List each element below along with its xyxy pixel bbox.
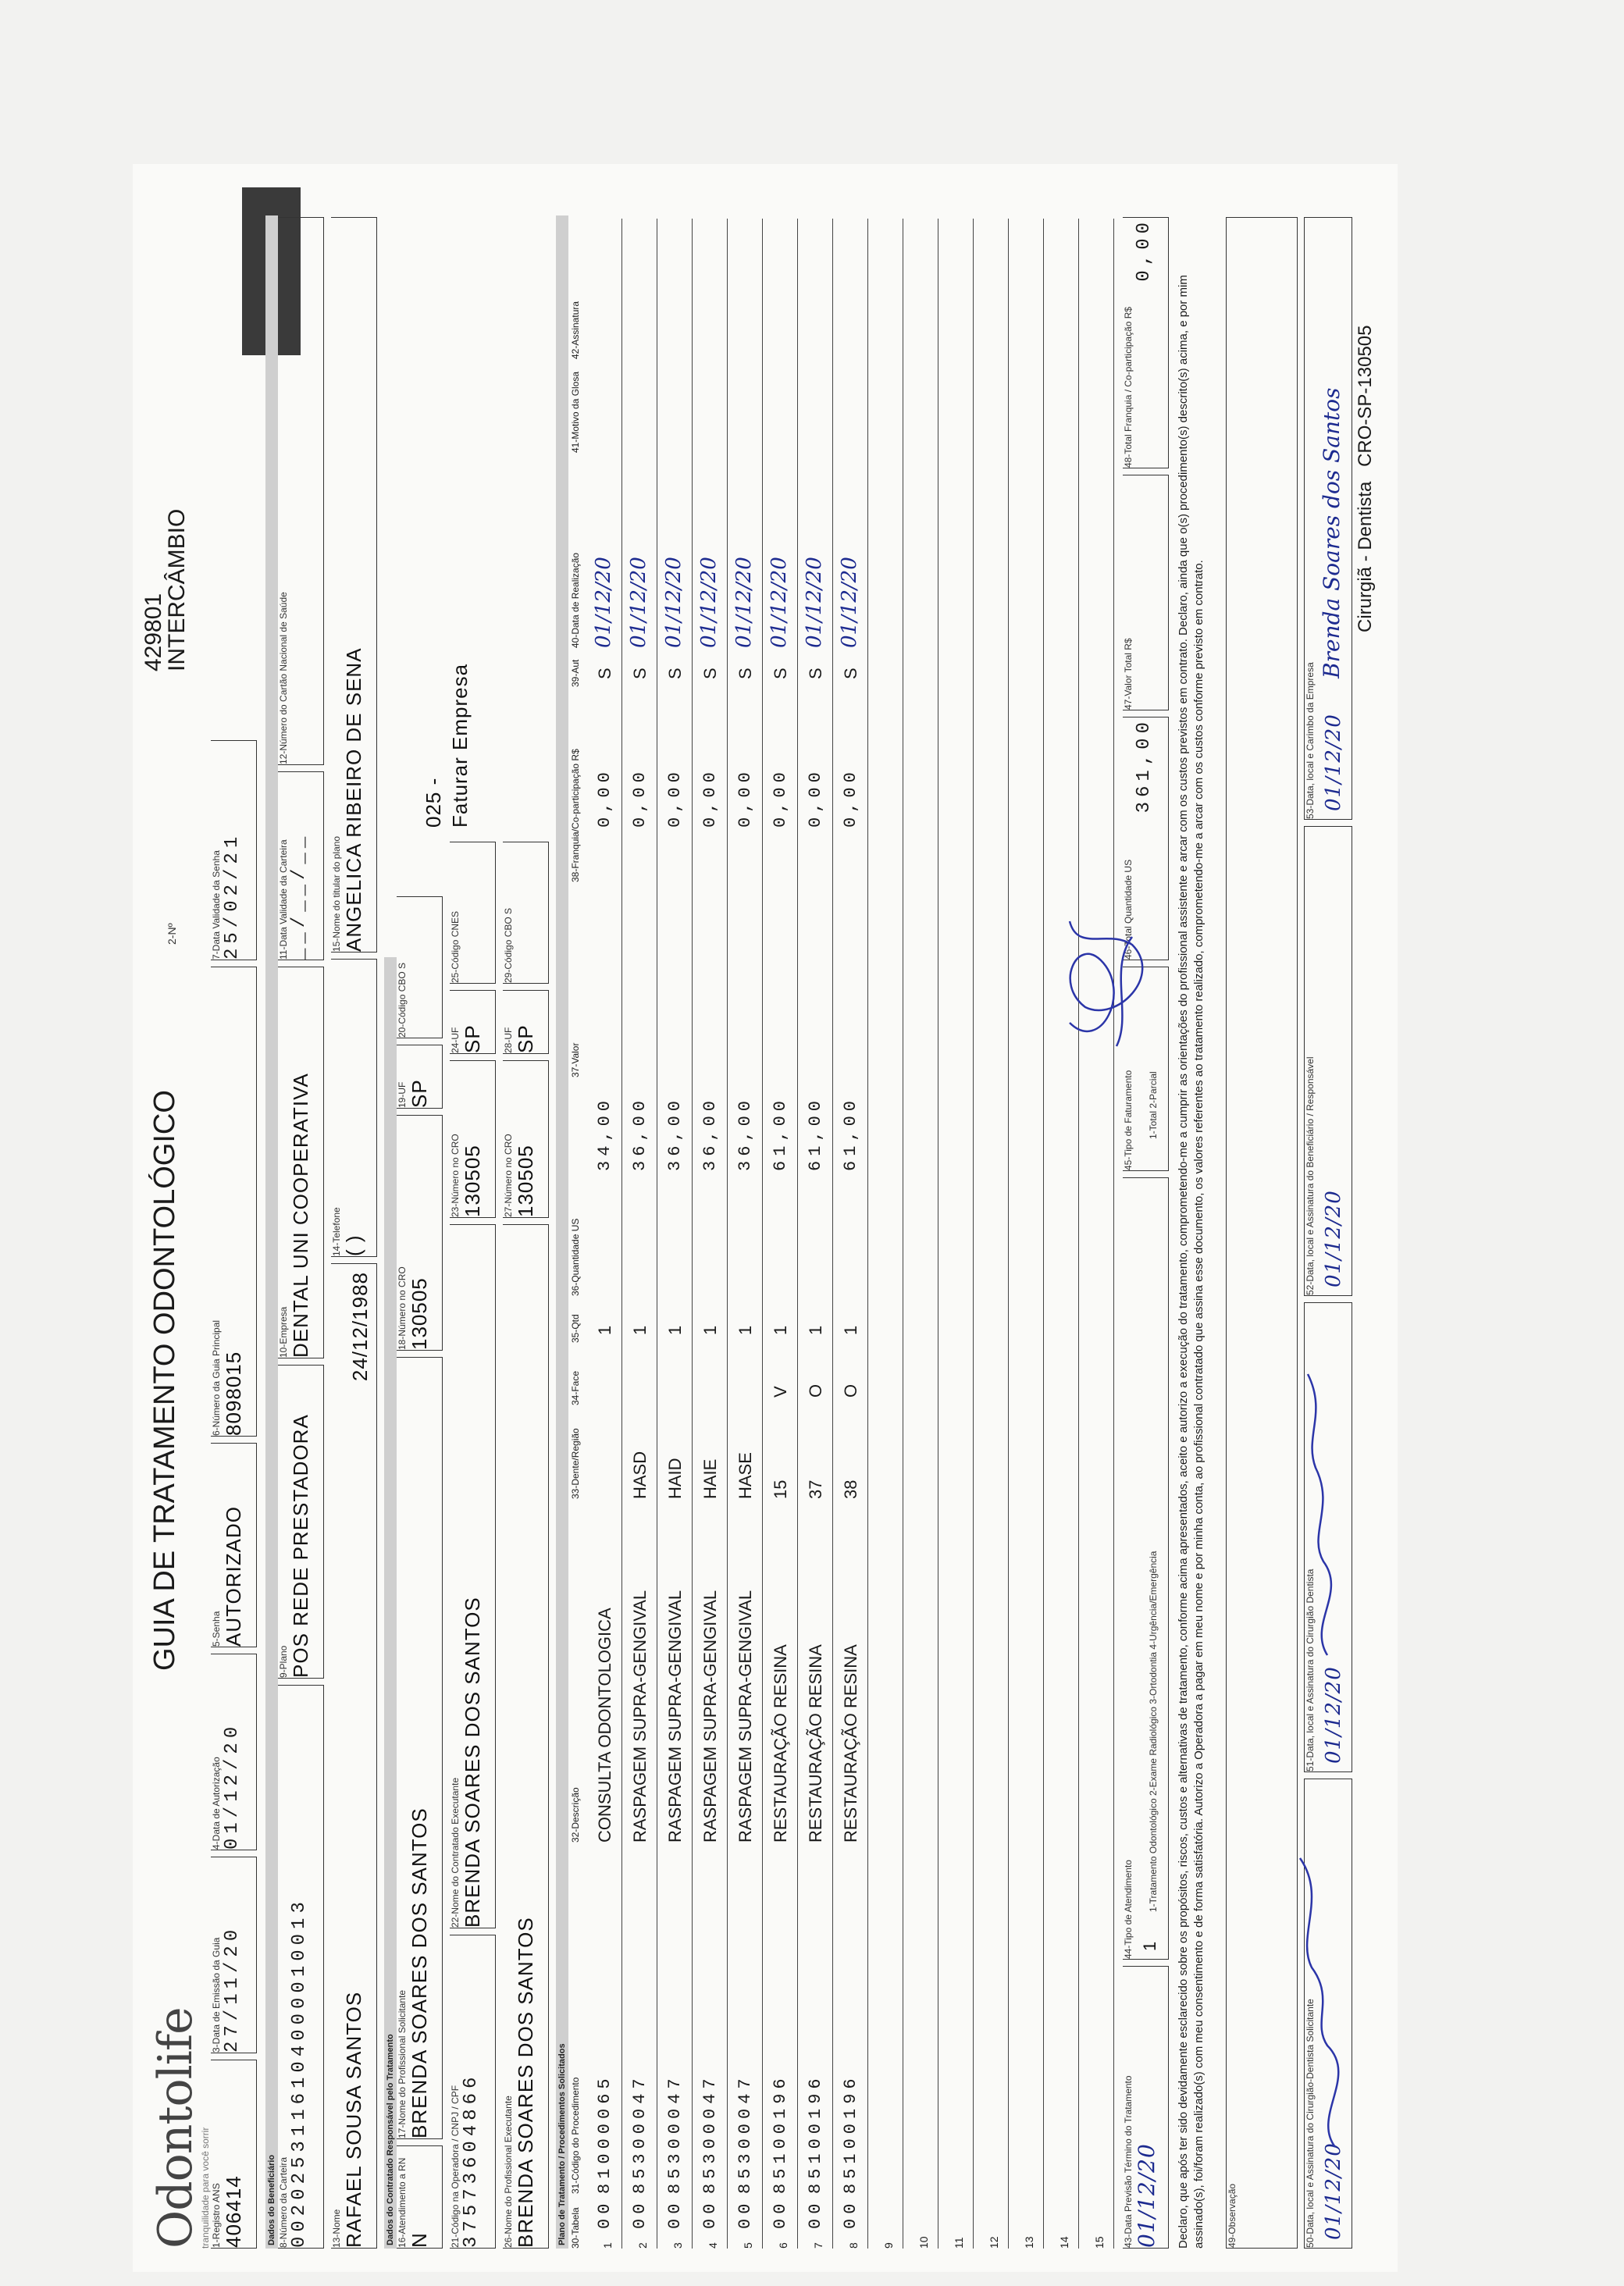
cell-franquia: 0,00 (700, 767, 720, 828)
cell-codigo: 85300047 (735, 2074, 755, 2194)
form-title: GUIA DE TRATAMENTO ODONTOLÓGICO (148, 1090, 181, 1671)
declaration-text: Declaro, que após ter sido devidamente esclarecido sobre os propósitos, riscos, custos e alternativas de tratamento, conforme acima apresentados, aceito e autorizo a execução do tratamento, comprometendo-me a cumprir as orientações do profissional assistente e arcar com os custos previstos em contrato. Declaro, ainda que o(s) procedimento(s) descrito(s) acima, e por mim assinado(s), foi/foram realizado(s) com meu consentimento e de forma satisfatória. Autorizo a Operadora a pagar em meu nome e por minha conta, ao profissional contratado que assina esse documento, os valores referentes ao tratamento realizado, comprometendo-me a arcar com os custos conforme previsto em contrato. (1177, 275, 1206, 2249)
copy-label: 2-Nº (166, 923, 178, 945)
cell-descricao: CONSULTA ODONTOLOGICA (595, 1608, 614, 1843)
field-valor-total: 47-Valor Total R$ (1123, 475, 1169, 710)
field-titular: 15-Nome do titular do plano ANGELICA RIBEIRO DE SENA (331, 217, 377, 952)
field-cod-operadora: 21-Código na Operadora / CNPJ / CPF 37573604866 (450, 1935, 496, 2249)
field-cns: 12-Número do Cartão Nacional de Saúde (278, 217, 324, 765)
cell-n: 11 (953, 2237, 965, 2249)
cell-franquia: 0,00 (735, 767, 755, 828)
field-validade-senha: 7-Data Validade da Senha 25/02/21 (211, 740, 257, 960)
field-nome: 13-Nome RAFAEL SOUSA SANTOS 24/12/1988 (331, 1263, 377, 2249)
field-observacao: 49-Observação (1226, 217, 1298, 2249)
cell-aut: S (700, 668, 720, 679)
field-validade-carteira: 11-Data Validade da Carteira __/__/__ (278, 771, 324, 960)
field-data-autorizacao: 4-Data de Autorização 01/12/20 (211, 1654, 257, 1850)
cell-n: 7 (812, 2242, 824, 2249)
cell-qtd: 1 (806, 1325, 825, 1335)
cell-aut: S (665, 668, 685, 679)
dental-treatment-form (133, 172, 1382, 2264)
cell-franquia: 0,00 (665, 767, 685, 828)
cell-descricao: RESTAURAÇÃO RESINA (806, 1644, 825, 1843)
cell-descricao: RESTAURAÇÃO RESINA (841, 1644, 860, 1843)
cell-n: 4 (707, 2242, 719, 2249)
stamp-title: Cirurgiã - Dentista (1355, 481, 1376, 632)
cell-aut: S (735, 668, 755, 679)
field-termino: 43-Data Previsão Término do Tratamento 01/12/20 (1123, 1966, 1169, 2249)
cell-dente: HAIE (700, 1458, 720, 1499)
field-uf-prof: 28-UF SP (503, 990, 549, 1054)
cell-n: 15 (1093, 2236, 1106, 2249)
handwritten-signatures (133, 172, 1382, 2264)
cell-data: 01/12/20 (592, 557, 615, 648)
cell-franquia: 0,00 (595, 767, 614, 828)
cell-codigo: 85300047 (700, 2074, 720, 2194)
cbo-code: 025 - (422, 777, 445, 828)
cell-n: 5 (742, 2242, 754, 2249)
signature-53: 53-Data, local e Carimbo da Empresa 01/12/20 Brenda Soares dos Santos (1304, 217, 1352, 820)
cell-valor: 61,00 (841, 1095, 860, 1171)
cell-valor: 36,00 (665, 1095, 685, 1171)
field-guia-principal: 6-Número da Guia Principal 8098015 (211, 967, 257, 1437)
cell-n: 8 (847, 2242, 860, 2249)
cell-tabela: 00 (630, 2199, 650, 2229)
field-cnes: 25-Código CNES (450, 842, 496, 984)
cell-franquia: 0,00 (630, 767, 650, 828)
signature-50: 50-Data, local e Assinatura do Cirurgião-Dentista Solicitante 01/12/20 (1304, 1779, 1352, 2249)
signature-52: 52-Data, local e Assinatura do Beneficiário / Responsável 01/12/20 (1304, 826, 1352, 1296)
cell-descricao: RASPAGEM SUPRA-GENGIVAL (630, 1590, 650, 1843)
cell-tabela: 00 (841, 2199, 860, 2229)
cell-descricao: RASPAGEM SUPRA-GENGIVAL (700, 1590, 720, 1843)
field-total-us: 46-Total Quantidade US 361,00 (1123, 717, 1169, 960)
cell-codigo: 85100196 (771, 2074, 790, 2194)
cell-dente: HASD (630, 1451, 650, 1499)
cell-qtd: 1 (595, 1325, 614, 1335)
section-beneficiario: Dados do Beneficiário (265, 215, 278, 2249)
field-carteira: 8-Número da Carteira 0020253116104000010013 (278, 1685, 324, 2249)
cell-dente: HASE (735, 1452, 755, 1499)
cell-dente: 15 (771, 1479, 790, 1499)
cell-valor: 36,00 (630, 1095, 650, 1171)
cell-valor: 34,00 (595, 1095, 614, 1171)
cell-n: 3 (671, 2242, 684, 2249)
cell-franquia: 0,00 (771, 767, 790, 828)
cell-tabela: 00 (700, 2199, 720, 2229)
cell-tabela: 00 (806, 2199, 825, 2229)
cell-tabela: 00 (735, 2199, 755, 2229)
cell-valor: 36,00 (700, 1095, 720, 1171)
cell-dente: 37 (806, 1479, 825, 1499)
field-cbo-solic: 20-Código CBO S (397, 896, 443, 1038)
stamp-cro: CRO-SP-130505 (1355, 325, 1376, 467)
guide-type: INTERCÂMBIO (164, 508, 190, 671)
cell-dente: HAID (665, 1458, 685, 1499)
field-tipo-fat: 45-Tipo de Faturamento 1-Total 2-Parcial (1123, 967, 1169, 1171)
cell-data: 01/12/20 (662, 557, 686, 648)
cell-valor: 36,00 (735, 1095, 755, 1171)
cell-descricao: RASPAGEM SUPRA-GENGIVAL (665, 1590, 685, 1843)
cell-dente: 38 (841, 1479, 860, 1499)
cell-data: 01/12/20 (732, 557, 756, 648)
section-procedimentos: Plano de Tratamento / Procedimentos Solicitados (556, 215, 568, 2249)
section-responsavel: Dados do Contratado Responsável pelo Tratamento (384, 957, 397, 2249)
cell-qtd: 1 (700, 1325, 720, 1335)
cell-data: 01/12/20 (697, 557, 721, 648)
cell-tabela: 00 (595, 2199, 614, 2229)
cell-aut: S (841, 668, 860, 679)
field-prof-solic: 17-Nome do Profissional Solicitante BRENDA SOARES DOS SANTOS (397, 1357, 443, 2139)
field-atend-rn: 16-Atendimento a RN N (397, 2145, 443, 2249)
field-contratado-exec: 22-Nome do Contratado Executante BRENDA SOARES DOS SANTOS (450, 1224, 496, 1928)
cell-valor: 61,00 (806, 1095, 825, 1171)
cell-n: 14 (1058, 2236, 1070, 2249)
cell-data: 01/12/20 (767, 557, 791, 648)
cell-franquia: 0,00 (806, 767, 825, 828)
logo-text: Odontolife (148, 2007, 203, 2249)
field-prof-exec: 26-Nome do Profissional Executante BRENDA SOARES DOS SANTOS (503, 1224, 549, 2249)
cell-descricao: RASPAGEM SUPRA-GENGIVAL (735, 1590, 755, 1843)
logo-tagline: tranquilidade para você sorrir (200, 2127, 211, 2249)
cell-face: O (806, 1383, 825, 1398)
field-total-franquia: 48-Total Franquia / Co-participação R$ 0,00 (1123, 217, 1169, 468)
cell-data: 01/12/20 (627, 557, 650, 648)
cell-qtd: 1 (841, 1325, 860, 1335)
guide-number: 429801 (141, 593, 166, 671)
cell-franquia: 0,00 (841, 767, 860, 828)
field-empresa: 10-Empresa DENTAL UNI COOPERATIVA (278, 967, 324, 1358)
cell-face: O (841, 1383, 860, 1398)
field-uf-solic: 19-UF SP (397, 1045, 443, 1109)
cell-n: 2 (636, 2242, 649, 2249)
cell-qtd: 1 (630, 1325, 650, 1335)
cell-n: 12 (988, 2236, 1000, 2249)
cell-aut: S (630, 668, 650, 679)
cell-n: 1 (601, 2242, 614, 2249)
faturar-empresa: Faturar Empresa (448, 663, 472, 828)
cell-codigo: 85300047 (630, 2074, 650, 2194)
field-cro-exec: 23-Número no CRO 130505 (450, 1060, 496, 1218)
cell-n: 9 (882, 2242, 895, 2249)
field-data-emissao: 3-Data de Emissão da Guia 27/11/20 (211, 1857, 257, 2053)
cell-codigo: 81000065 (595, 2074, 614, 2194)
cell-tabela: 00 (665, 2199, 685, 2229)
cell-qtd: 1 (771, 1325, 790, 1335)
cell-valor: 61,00 (771, 1095, 790, 1171)
cell-aut: S (771, 668, 790, 679)
cell-codigo: 85300047 (665, 2074, 685, 2194)
field-registro-ans: 1-Registro ANS 406414 (211, 2060, 257, 2249)
field-telefone: 14-Telefone ( ) (331, 959, 377, 1257)
field-cro-prof: 27-Número no CRO 130505 (503, 1060, 549, 1218)
birth-date: 24/12/1988 (348, 1272, 372, 1382)
cell-face: V (771, 1386, 790, 1398)
field-senha: 5-Senha AUTORIZADO (211, 1443, 257, 1647)
cell-qtd: 1 (735, 1325, 755, 1335)
scanned-page (133, 164, 1398, 2272)
cell-n: 13 (1023, 2236, 1035, 2249)
cell-codigo: 85100196 (806, 2074, 825, 2194)
cell-data: 01/12/20 (838, 557, 861, 648)
signature-51: 51-Data, local e Assinatura do Cirurgião Dentista 01/12/20 (1304, 1302, 1352, 1772)
field-tipo-atend: 44-Tipo de Atendimento 1-Tratamento Odontológico 2-Exame Radiológico 3-Ortodontia 4-Urgência/Emergência 1 (1123, 1177, 1169, 1960)
cell-aut: S (806, 668, 825, 679)
field-cro-solic: 18-Número no CRO 130505 (397, 1115, 443, 1351)
table-header: 30-Tabela 31-Código do Procedimento 32-Descrição 33-Dente/Região 34-Face 35-Qtd 36-Quantidade US 37-Valor 38-Franquia/Co-participação R$ 39-Aut 40-Data de Realização 41-Motivo da Glosa 42-Assinatura (570, 301, 581, 2249)
field-plano: 9-Plano POS REDE PRESTADORA (278, 1365, 324, 1679)
field-uf-exec: 24-UF SP (450, 990, 496, 1054)
cell-codigo: 85100196 (841, 2074, 860, 2194)
cell-aut: S (595, 668, 614, 679)
cell-tabela: 00 (771, 2199, 790, 2229)
cell-data: 01/12/20 (803, 557, 826, 648)
cell-n: 10 (917, 2236, 930, 2249)
cell-descricao: RESTAURAÇÃO RESINA (771, 1644, 790, 1843)
cell-n: 6 (777, 2242, 789, 2249)
cell-qtd: 1 (665, 1325, 685, 1335)
field-cbo-prof: 29-Código CBO S (503, 842, 549, 984)
